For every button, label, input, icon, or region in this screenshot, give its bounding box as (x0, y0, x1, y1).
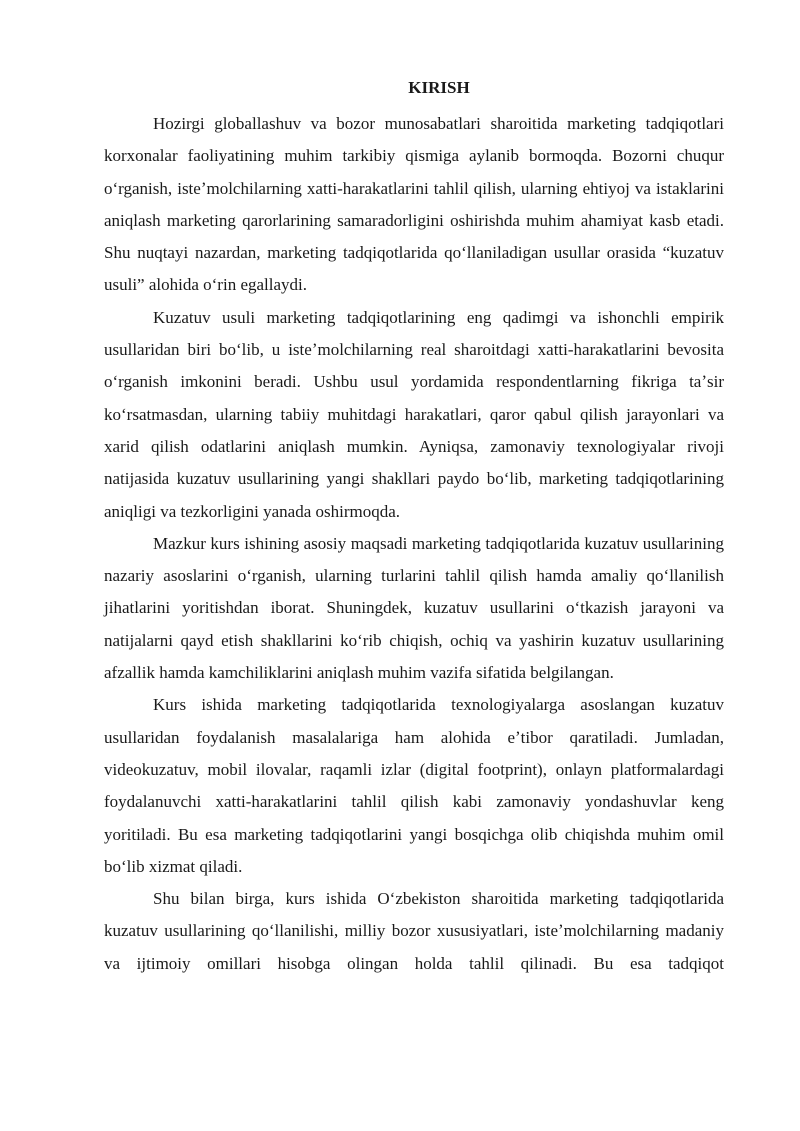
document-body (104, 76, 724, 980)
paragraph-5: Shu bilan birga, kurs ishida Oʻzbekiston sharoitida marketing tadqiqotlarida kuzatuv usullarining qoʻllanilishi, milliy bozor xususiyatlari, isteʼmolchilarning madaniy va ijtimoiy omillari hisobga olingan holda tahlil qilinadi. Bu esa tadqiqot (104, 889, 724, 973)
paragraph-3: Mazkur kurs ishining asosiy maqsadi marketing tadqiqotlarida kuzatuv usullarining nazariy asoslarini oʻrganish, ularning turlarini tahlil qilish hamda amaliy qoʻllanilish jihatlarini yoritishdan iborat. Shuningdek, kuzatuv usullarini oʻtkazish jarayoni va natijalarni qayd etish shakllarini koʻrib chiqish, ochiq va yashirin kuzatuv usullarining afzallik hamda kamchiliklarini aniqlash muhim vazifa sifatida belgilangan. (104, 533, 724, 683)
paragraph-4: Kurs ishida marketing tadqiqotlarida texnologiyalarga asoslangan kuzatuv usullaridan foydalanish masalalariga ham alohida eʼtibor qaratiladi. Jumladan, videokuzatuv, mobil ilovalar, raqamli izlar (digital footprint), onlayn platformalardagi foydalanuvchi xatti-harakatlarini tahlil qilish kabi zamonaviy yondashuvlar keng yoritiladi. Bu esa marketing tadqiqotlarini yangi bosqichga olib chiqishda muhim omil boʻlib xizmat qiladi. (104, 695, 724, 876)
paragraph-2: Kuzatuv usuli marketing tadqiqotlarining eng qadimgi va ishonchli empirik usullaridan biri boʻlib, u isteʼmolchilarning real sharoitdagi xatti-harakatlarini bevosita oʻrganish imkonini beradi. Ushbu usul yordamida respondentlarning fikriga taʼsir koʻrsatmasdan, ularning tabiiy muhitdagi harakatlari, qaror qabul qilish jarayonlari va xarid qilish odatlarini aniqlash mumkin. Ayniqsa, zamonaviy texnologiyalar rivoji natijasida kuzatuv usullarining yangi shakllari paydo boʻlib, marketing tadqiqotlarining aniqligi va tezkorligini yanada oshirmoqda. (104, 307, 724, 521)
paragraph-1: Hozirgi globallashuv va bozor munosabatlari sharoitida marketing tadqiqotlari korxonalar faoliyatining muhim tarkibiy qismiga aylanib bormoqda. Bozorni chuqur oʻrganish, isteʼmolchilarning xatti-harakatlarini tahlil qilish, ularning ehtiyoj va istaklarini aniqlash marketing qarorlarining samaradorligini oshirishda muhim ahamiyat kasb etadi. Shu nuqtayi nazardan, marketing tadqiqotlarida qoʻllaniladigan usullar orasida “kuzatuv usuli” alohida oʻrin egallaydi. (104, 114, 724, 295)
page-title: KIRISH (408, 78, 470, 97)
